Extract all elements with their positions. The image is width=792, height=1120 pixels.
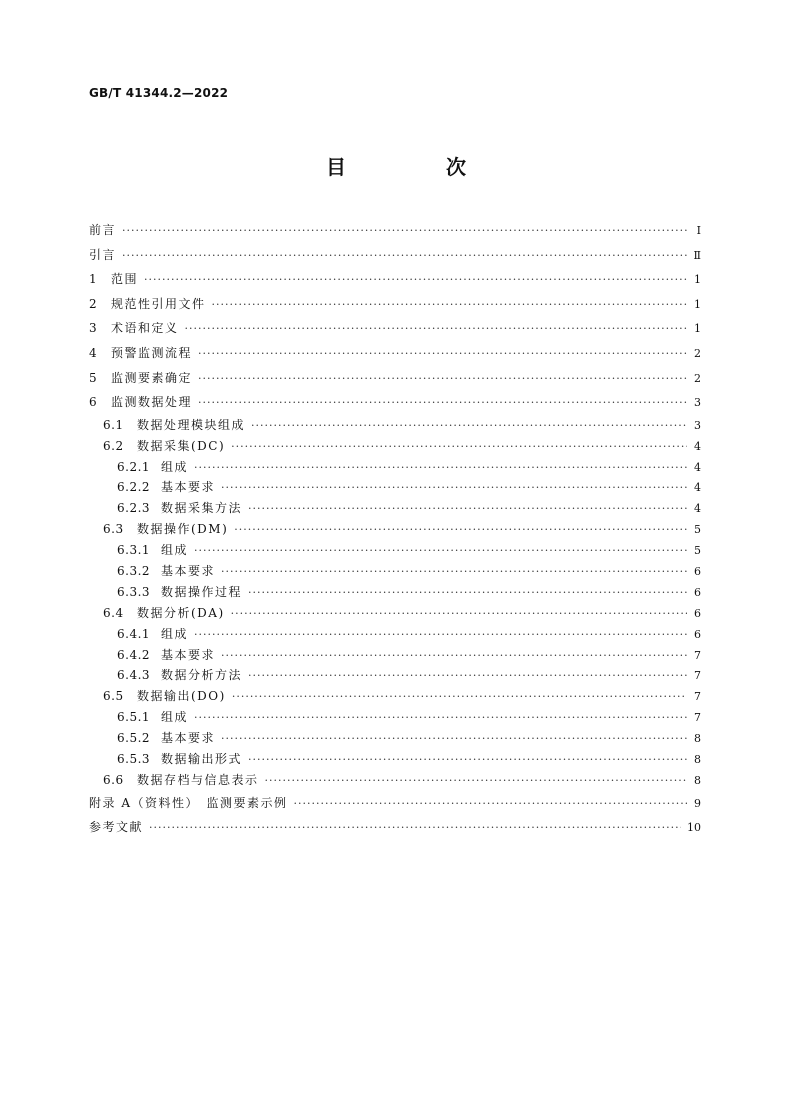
toc-entry-label: 数据输出(DO) [137,689,226,704]
toc-entry-label: 数据操作过程 [161,584,243,599]
toc-entry[interactable] [89,243,701,268]
toc-entry-label: 数据采集方法 [161,501,243,516]
toc-dot-leader [194,458,687,479]
toc-entry-number: 2 [89,296,98,311]
toc-entry-label: 基本要求 [161,480,216,495]
toc-entry[interactable] [89,519,701,540]
toc-entry-label: 引言 [89,247,117,262]
toc-entry-number: 6.5.3 [117,752,151,766]
toc-entry-page: 7 [694,669,701,683]
toc-entry-number: 1 [89,272,98,287]
toc-entry-number: 6.1 [103,417,124,432]
toc-entry-label: 附录 A（资料性） 监测要素示例 [89,795,288,810]
toc-entry-number: 6.4.3 [117,668,151,683]
toc-entry[interactable] [89,707,701,728]
toc-dot-leader [198,391,687,416]
toc-dot-leader [248,583,687,604]
toc-dot-leader [234,520,687,541]
toc-dot-leader [198,342,687,367]
toc-entry-page: 4 [694,481,701,495]
toc-entry-label: 组成 [161,710,189,725]
toc-entry-page: 9 [694,796,701,810]
toc-dot-leader [231,437,687,458]
toc-entry[interactable] [89,665,701,686]
toc-entry[interactable] [89,645,701,666]
toc-dot-leader [149,816,681,841]
toc-dot-leader [248,499,687,520]
toc-entry-label: 数据采集(DC) [137,438,226,453]
toc-dot-leader [221,729,687,750]
toc-entry-page: 7 [694,690,701,704]
toc-entry-label: 范围 [111,272,139,287]
toc-dot-leader [194,708,687,729]
toc-entry-label: 前言 [89,223,117,237]
toc-entry-number: 6.3 [103,522,124,537]
toc-dot-leader [122,244,687,269]
toc-entry-page: 4 [694,439,701,453]
toc-entry-number: 6.3.1 [117,543,151,558]
toc-entry-number: 6.3.3 [117,584,151,599]
toc-dot-leader [194,625,687,646]
table-of-contents [89,218,701,840]
toc-entry-page: 10 [687,821,701,835]
toc-entry-number: 6.5.2 [117,731,151,746]
toc-entry-number: 6.4 [103,605,124,620]
toc-dot-leader [248,666,687,687]
toc-entry-label: 数据分析(DA) [137,605,225,620]
toc-entry[interactable] [89,457,701,478]
toc-entry-number: 6.3.2 [117,563,151,578]
toc-entry-number: 4 [89,345,98,360]
toc-entry-label: 组成 [161,626,189,641]
toc-entry-number: 6 [89,395,98,410]
toc-entry-page: 8 [694,732,701,746]
toc-entry-page: 4 [694,460,701,474]
toc-entry-page: 1 [694,273,701,287]
toc-dot-leader [221,646,687,667]
toc-entry-label: 参考文献 [89,820,144,835]
toc-entry[interactable] [89,316,701,341]
toc-entry-number: 6.6 [103,772,124,787]
toc-entry-label: 数据分析方法 [161,668,243,683]
toc-entry-page: Ⅱ [693,248,701,262]
toc-entry-page: 2 [694,346,701,360]
toc-entry[interactable] [89,540,701,561]
toc-entry-label: 基本要求 [161,563,216,578]
toc-entry-page: 5 [694,544,701,558]
toc-entry-page: 4 [694,502,701,516]
toc-dot-leader [221,562,687,583]
toc-dot-leader [194,541,687,562]
toc-entry-number: 6.2 [103,438,124,453]
toc-entry-label: 监测要素确定 [111,370,193,385]
toc-entry[interactable] [89,749,701,770]
toc-entry-label: 数据输出形式 [161,752,243,766]
toc-entry-label: 基本要求 [161,647,216,662]
toc-entry[interactable] [89,498,701,519]
toc-entry-number: 6.5.1 [117,710,151,725]
toc-entry[interactable] [89,267,701,292]
toc-dot-leader [248,750,687,771]
toc-entry[interactable] [89,292,701,317]
toc-entry[interactable] [89,436,701,457]
toc-dot-leader [265,771,687,792]
toc-entry-label: 基本要求 [161,731,216,746]
toc-entry[interactable] [89,791,701,816]
toc-entry-page: 7 [694,648,701,662]
toc-entry[interactable] [89,728,701,749]
toc-entry-page: 5 [694,523,701,537]
toc-entry[interactable] [89,366,701,391]
toc-entry[interactable] [89,815,701,840]
toc-entry[interactable] [89,770,701,791]
toc-entry-label: 监测数据处理 [111,395,193,410]
toc-dot-leader [122,219,687,244]
toc-entry-label: 数据处理模块组成 [137,417,246,432]
toc-entry[interactable] [89,218,701,243]
toc-dot-leader [251,416,687,437]
toc-entry-page: 8 [694,773,701,787]
toc-entry[interactable] [89,624,701,645]
toc-entry-page: 8 [694,753,701,766]
toc-entry[interactable] [89,561,701,582]
toc-entry-page: 6 [694,564,701,578]
toc-entry[interactable] [89,582,701,603]
toc-dot-leader [185,317,687,342]
toc-dot-leader [231,604,687,625]
toc-entry-page: 1 [694,322,701,336]
toc-entry-page: 7 [694,711,701,725]
toc-entry[interactable] [89,477,701,498]
toc-entry-number: 6.4.2 [117,647,151,662]
toc-entry[interactable] [89,415,701,436]
toc-dot-leader [212,293,687,318]
toc-entry-label: 规范性引用文件 [111,296,206,311]
toc-entry-label: 数据操作(DM) [137,522,229,537]
toc-entry-number: 6.2.2 [117,480,151,495]
toc-entry-number: 6.4.1 [117,626,151,641]
toc-entry-page: 6 [694,585,701,599]
toc-entry-number: 6.2.1 [117,459,151,474]
standard-code: GB/T 41344.2—2022 [89,86,229,100]
toc-entry-label: 组成 [161,459,189,474]
toc-entry-number: 6.2.3 [117,501,151,516]
toc-entry-label: 组成 [161,543,189,558]
toc-dot-leader [232,687,687,708]
toc-entry-page: 3 [694,418,701,432]
toc-entry-page: 6 [694,606,701,620]
toc-dot-leader [221,478,687,499]
toc-entry-label: 预警监测流程 [111,345,193,360]
toc-entry-label: 术语和定义 [111,321,179,336]
toc-entry-number: 3 [89,321,98,336]
toc-entry-page: 3 [694,396,701,410]
toc-dot-leader [198,367,687,392]
toc-entry[interactable] [89,603,701,624]
toc-entry-label: 数据存档与信息表示 [137,772,259,787]
toc-entry-page: 2 [694,371,701,385]
toc-entry[interactable] [89,390,701,415]
toc-entry-page: Ⅰ [696,224,701,237]
toc-entry[interactable] [89,686,701,707]
toc-dot-leader [293,792,687,817]
toc-entry-number: 6.5 [103,689,124,704]
toc-entry-page: 1 [694,297,701,311]
toc-dot-leader [144,268,687,293]
toc-title: 目 次 [326,155,506,179]
toc-entry-page: 6 [694,627,701,641]
toc-entry[interactable] [89,341,701,366]
toc-entry-number: 5 [89,370,98,385]
